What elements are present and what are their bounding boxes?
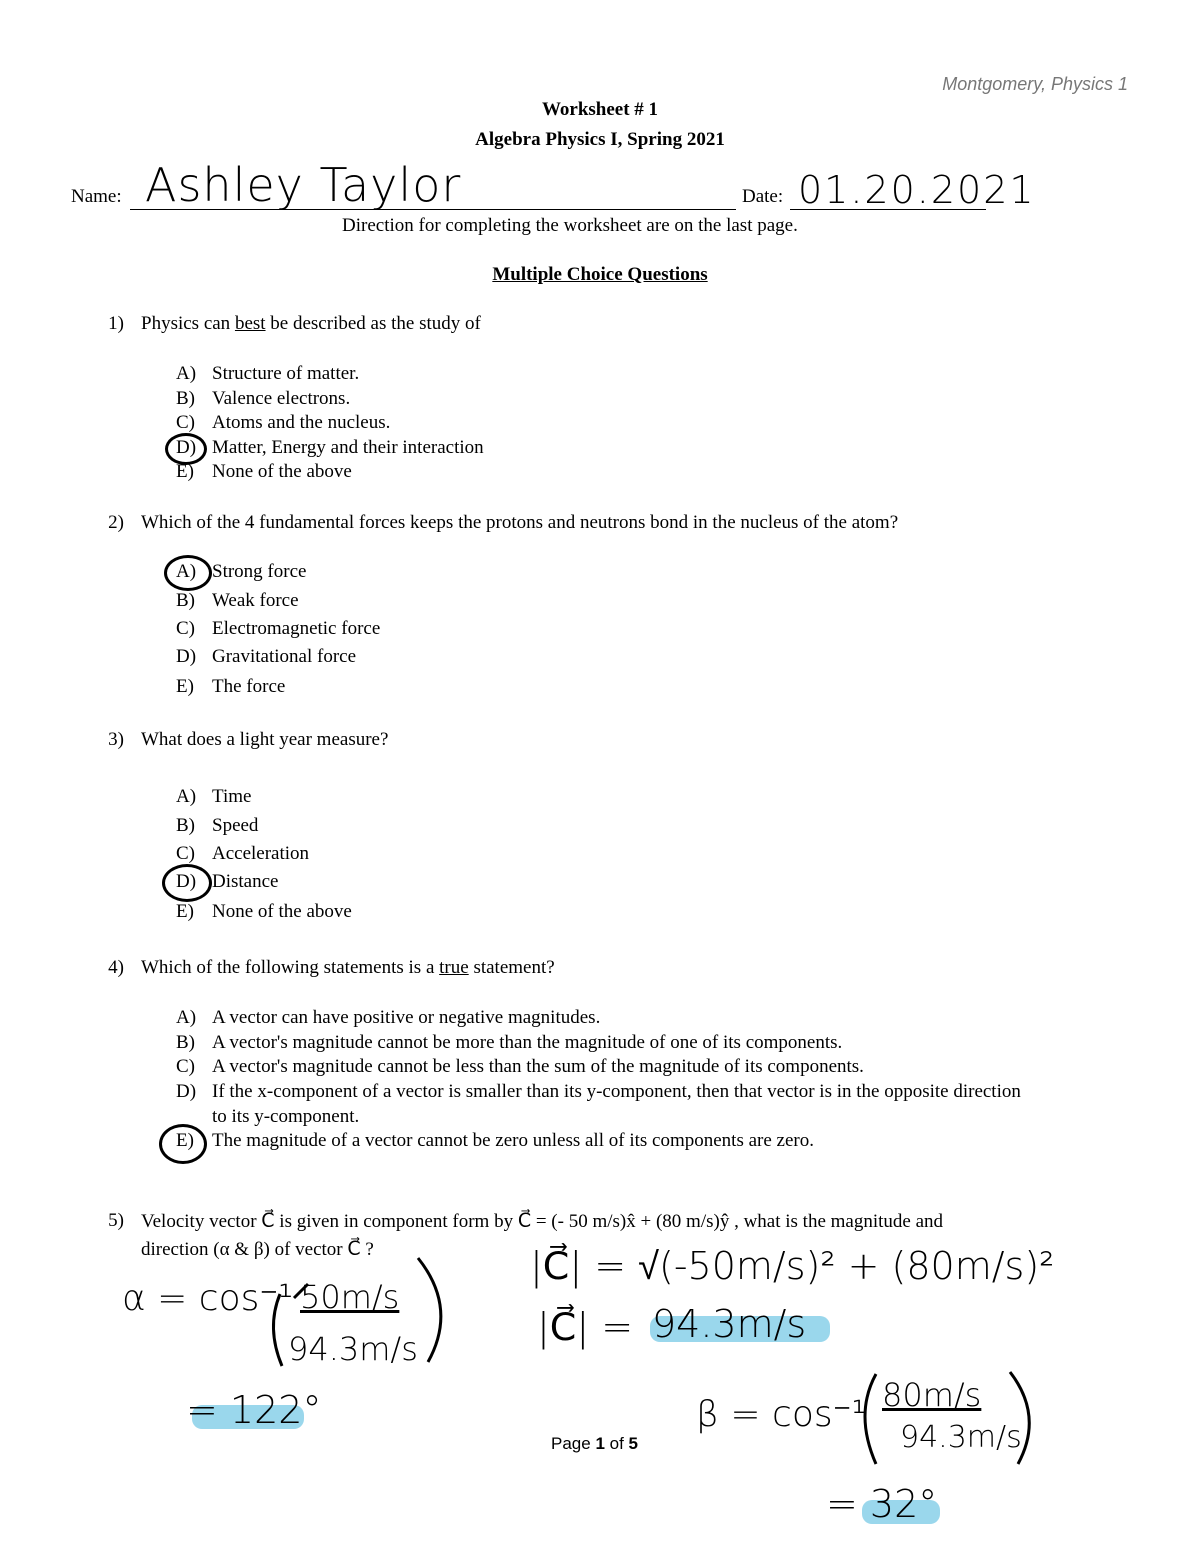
worksheet-subtitle: Algebra Physics I, Spring 2021 [475, 129, 725, 150]
option-text: A vector can have positive or negative magnitudes. [212, 1007, 601, 1028]
option-text: Speed [212, 815, 259, 836]
option-label: B) [176, 590, 195, 611]
option-text: Distance [212, 871, 279, 892]
question-text: Velocity vector C⃗ is given in component form by C⃗ = (- 50 m/s)x̂ + (80 m/s)ŷ , what is the magnitude and [141, 1211, 944, 1232]
option-label: D) [176, 1081, 197, 1102]
question-text: Which of the 4 fundamental forces keeps the protons and neutrons bond in the nucleus of the atom? [141, 512, 899, 533]
option-label: A) [176, 363, 197, 384]
option-label: C) [176, 412, 195, 433]
beta-denominator: 94.3m/s [900, 1420, 1022, 1455]
question-number: 5) [108, 1210, 124, 1231]
date-value[interactable]: 01.20.2021 [798, 168, 1036, 212]
alpha-denominator: 94.3m/s [288, 1330, 418, 1368]
option-label: E) [176, 676, 194, 697]
option-label: A) [176, 786, 197, 807]
alpha-equation: α = cos⁻¹ [122, 1278, 293, 1319]
option-text: A vector's magnitude cannot be less than the sum of the magnitude of its components. [212, 1056, 864, 1077]
option-label: D) [176, 437, 197, 458]
question-text: Physics can best be described as the study of [141, 313, 481, 334]
alpha-result: = 122° [186, 1388, 322, 1432]
option-text: Gravitational force [212, 646, 357, 667]
name-label: Name: [71, 186, 122, 207]
option-text: Time [212, 786, 252, 807]
option-label: C) [176, 843, 195, 864]
page-indicator: Page 1 of 5 [551, 1434, 638, 1453]
option-label: E) [176, 461, 194, 482]
option-text: Matter, Energy and their interaction [212, 437, 484, 458]
question-text: What does a light year measure? [141, 729, 389, 750]
question-number: 1) [108, 313, 124, 334]
alpha-numerator: 50m/s [300, 1278, 400, 1316]
magnitude-result: 94.3m/s [652, 1302, 807, 1346]
option-text: None of the above [212, 901, 352, 922]
option-label: B) [176, 815, 195, 836]
option-text-continued: to its y-component. [212, 1106, 360, 1127]
option-label: E) [176, 901, 194, 922]
answer-circle[interactable] [159, 1124, 207, 1164]
option-label: E) [176, 1130, 194, 1151]
option-label: A) [176, 1007, 197, 1028]
answer-circle[interactable] [164, 555, 212, 591]
option-label: C) [176, 618, 195, 639]
option-text: If the x-component of a vector is smaller than its y-component, then that vector is in the opposite direction [212, 1081, 1021, 1102]
name-value[interactable]: Ashley Taylor [145, 158, 462, 212]
beta-result: = 32° [826, 1482, 938, 1526]
header-note: Montgomery, Physics 1 [942, 74, 1128, 94]
option-label: D) [176, 871, 197, 892]
option-label: D) [176, 646, 197, 667]
option-text: Valence electrons. [212, 388, 351, 409]
option-text: Structure of matter. [212, 363, 360, 384]
direction-note: Direction for completing the worksheet are on the last page. [342, 215, 798, 236]
date-label: Date: [742, 186, 784, 207]
option-text: A vector's magnitude cannot be more than the magnitude of one of its components. [212, 1032, 843, 1053]
option-label: B) [176, 1032, 195, 1053]
question-number: 3) [108, 729, 124, 750]
option-label: A) [176, 561, 197, 582]
magnitude-label: |C⃗| = [537, 1305, 634, 1349]
option-text: Weak force [212, 590, 299, 611]
option-text: Atoms and the nucleus. [212, 412, 391, 433]
option-text: The force [212, 676, 286, 697]
worksheet-title: Worksheet # 1 [541, 99, 659, 120]
question-text-continued: direction (α & β) of vector C⃗ ? [141, 1239, 374, 1260]
option-text: None of the above [212, 461, 352, 482]
answer-circle[interactable] [162, 864, 212, 902]
question-text: Which of the following statements is a true statement? [141, 957, 555, 978]
option-label: C) [176, 1056, 195, 1077]
section-title: Multiple Choice Questions [492, 264, 708, 285]
beta-numerator: 80m/s [882, 1376, 982, 1414]
option-text: The magnitude of a vector cannot be zero unless all of its components are zero. [212, 1130, 814, 1151]
option-label: B) [176, 388, 195, 409]
magnitude-equation: |C⃗| = √(-50m/s)² + (80m/s)² [530, 1244, 1055, 1288]
question-number: 2) [108, 512, 124, 533]
option-text: Acceleration [212, 843, 310, 864]
option-text: Electromagnetic force [212, 618, 381, 639]
option-text: Strong force [212, 561, 307, 582]
question-number: 4) [108, 957, 124, 978]
beta-equation: β = cos⁻¹ [696, 1394, 867, 1435]
